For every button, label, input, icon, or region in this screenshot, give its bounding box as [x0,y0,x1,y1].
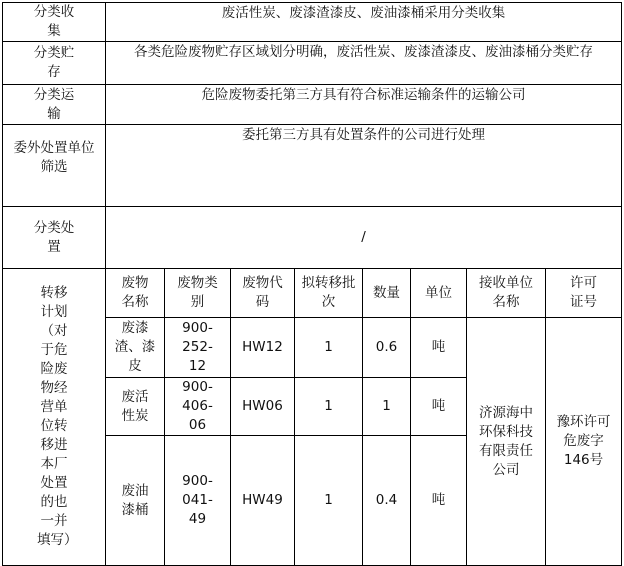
header-receiver-name: 接收单位名称 [467,269,546,318]
row-outsourced-disposal [3,125,622,207]
item-quantity: 0.4 [363,436,411,566]
row-content-collection: 废活性炭、废漆渣漆皮、废油漆桶采用分类收集 [106,3,622,42]
hazardous-waste-management-table [2,2,622,566]
item-category: 900-406-06 [165,378,231,436]
row-label-transport: 分类运输 [3,85,106,125]
row-classification-collection [3,3,622,42]
item-batches: 1 [295,378,363,436]
item-name: 废活性炭 [106,378,165,436]
item-quantity: 0.6 [363,318,411,378]
header-waste-name: 废物名称 [106,269,165,318]
transfer-plan-label: 转移计划（对于危险废物经营单位转移进本厂处置的也一并填写） [3,269,106,566]
header-waste-category: 废物类别 [165,269,231,318]
item-unit: 吨 [411,318,467,378]
row-content-transport: 危险废物委托第三方具有符合标准运输条件的运输公司 [106,85,622,125]
item-batches: 1 [295,318,363,378]
header-license-number: 许可证号 [546,269,622,318]
item-category: 900-041-49 [165,436,231,566]
row-content-disposal: / [106,207,622,269]
item-batches: 1 [295,436,363,566]
row-classification-storage [3,42,622,85]
header-waste-code: 废物代码 [231,269,295,318]
item-quantity: 1 [363,378,411,436]
item-unit: 吨 [411,378,467,436]
item-category: 900-252-12 [165,318,231,378]
item-name: 废漆渣、漆皮 [106,318,165,378]
row-content-storage: 各类危险废物贮存区域划分明确，废活性炭、废漆渣漆皮、废油漆桶分类贮存 [106,42,622,85]
item-code: HW49 [231,436,295,566]
item-code: HW12 [231,318,295,378]
row-label-storage: 分类贮存 [3,42,106,85]
item-code: HW06 [231,378,295,436]
row-label-disposal: 分类处置 [3,207,106,269]
header-transfer-batches: 拟转移批次 [295,269,363,318]
row-label-outsourced-disposal: 委外处置单位筛选 [3,125,106,207]
license-number: 豫环许可危废字146号 [546,318,622,566]
row-classification-disposal [3,207,622,269]
item-name: 废油漆桶 [106,436,165,566]
item-unit: 吨 [411,436,467,566]
header-unit: 单位 [411,269,467,318]
receiver-name: 济源海中环保科技有限责任公司 [467,318,546,566]
row-content-outsourced-disposal: 委托第三方具有处置条件的公司进行处理 [106,125,622,207]
header-quantity: 数量 [363,269,411,318]
transfer-plan-header-row [3,269,622,318]
row-classification-transport [3,85,622,125]
row-label-collection: 分类收集 [3,3,106,42]
